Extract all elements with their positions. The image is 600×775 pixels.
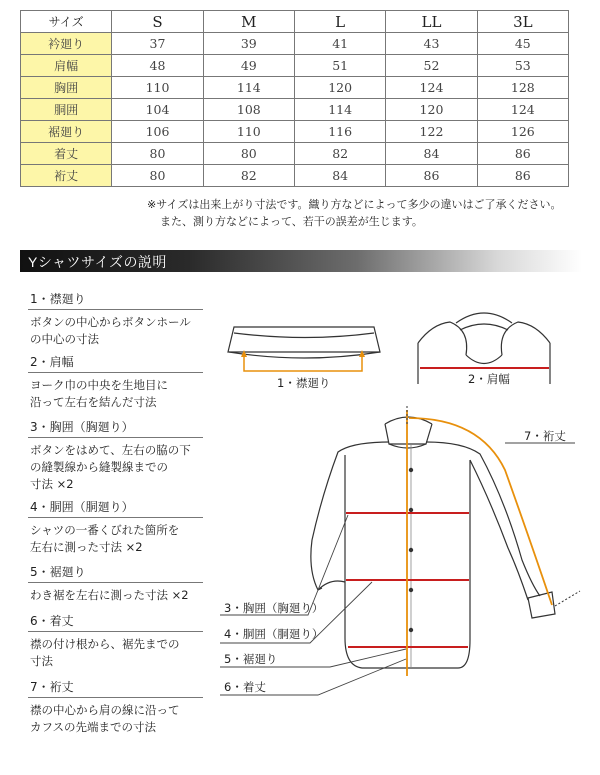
table-cell: 53	[477, 55, 568, 77]
table-cell: 106	[112, 121, 203, 143]
table-cell: 45	[477, 33, 568, 55]
table-cell: 51	[294, 55, 385, 77]
table-cell: 124	[477, 99, 568, 121]
row-label: 裄丈	[21, 165, 112, 187]
error-note: また、測り方などによって、若干の誤差が生じます。	[160, 215, 423, 228]
shoulder-label: 2・肩幅	[468, 372, 510, 386]
definition-heading: 3・胸囲（胸廻り）	[28, 418, 203, 438]
table-cell: 52	[386, 55, 477, 77]
row-label: 衿廻り	[21, 33, 112, 55]
definition-heading: 6・着丈	[28, 612, 203, 632]
definition-line: の中心の寸法	[30, 332, 99, 346]
table-cell: 120	[386, 99, 477, 121]
hem-label: 5・裾廻り	[224, 652, 278, 666]
definition-line: シャツの一番くびれた箇所を	[30, 523, 180, 537]
table-cell: 82	[294, 143, 385, 165]
row-label: 胴囲	[21, 99, 112, 121]
table-cell: 43	[386, 33, 477, 55]
table-cell: 41	[294, 33, 385, 55]
size-note: ※サイズは出来上がり寸法です。織り方などによって多少の違いはご了承ください。	[147, 198, 562, 211]
definition-line: わき裾を左右に測った寸法 ×2	[30, 588, 189, 602]
collar-label: 1・襟廻り	[277, 376, 331, 390]
collar-measure	[241, 350, 365, 371]
table-cell: 128	[477, 77, 568, 99]
table-cell: 110	[112, 77, 203, 99]
table-cell: 110	[203, 121, 294, 143]
definition-line: 襟の中心から肩の線に沿って	[30, 703, 180, 717]
header-cell-3l: 3L	[477, 11, 568, 33]
definition-line: ボタンの中心からボタンホール	[30, 315, 191, 329]
definition-line: 寸法 ×2	[30, 477, 74, 491]
row-label: 着丈	[21, 143, 112, 165]
definition-line: 襟の付け根から、裾先までの	[30, 637, 180, 651]
row-label: 肩幅	[21, 55, 112, 77]
header-cell-l: L	[294, 11, 385, 33]
table-cell: 80	[203, 143, 294, 165]
row-label: 裾廻り	[21, 121, 112, 143]
header-cell-m: M	[203, 11, 294, 33]
table-cell: 86	[386, 165, 477, 187]
section-title: Yシャツサイズの説明	[28, 254, 167, 270]
chest-label: 3・胸囲（胸廻り）	[224, 601, 324, 615]
definition-heading: 1・襟廻り	[28, 290, 203, 310]
definition-heading: 5・裾廻り	[28, 563, 203, 583]
definition-line: カフスの先端までの寸法	[30, 720, 157, 734]
table-cell: 80	[112, 143, 203, 165]
definition-line: ボタンをはめて、左右の脇の下	[30, 443, 191, 457]
table-cell: 48	[112, 55, 203, 77]
table-cell: 126	[477, 121, 568, 143]
table-cell: 82	[203, 165, 294, 187]
header-cell-size: サイズ	[21, 11, 112, 33]
table-cell: 104	[112, 99, 203, 121]
table-cell: 86	[477, 143, 568, 165]
table-cell: 84	[386, 143, 477, 165]
row-label: 胸囲	[21, 77, 112, 99]
length-label: 6・着丈	[224, 680, 266, 694]
table-cell: 122	[386, 121, 477, 143]
table-cell: 114	[203, 77, 294, 99]
table-cell: 80	[112, 165, 203, 187]
table-cell: 86	[477, 165, 568, 187]
definition-line: 左右に測った寸法 ×2	[30, 540, 143, 554]
collar-illustration	[228, 327, 380, 358]
table-cell: 39	[203, 33, 294, 55]
definition-line: の縫製線から縫製線までの	[30, 460, 168, 474]
definition-heading: 4・胴囲（胴廻り）	[28, 498, 203, 518]
table-cell: 120	[294, 77, 385, 99]
table-cell: 116	[294, 121, 385, 143]
definition-line: 寸法	[30, 654, 53, 668]
sleeve-dashed-end	[555, 591, 580, 606]
shirt-illustration	[311, 417, 555, 668]
definition-heading: 7・裄丈	[28, 678, 203, 698]
definition-heading: 2・肩幅	[28, 353, 203, 373]
table-cell: 114	[294, 99, 385, 121]
sleeve-measure-line	[409, 418, 552, 605]
table-cell: 37	[112, 33, 203, 55]
table-cell: 49	[203, 55, 294, 77]
waist-label: 4・胴囲（胴廻り）	[224, 627, 324, 641]
table-cell: 124	[386, 77, 477, 99]
table-cell: 108	[203, 99, 294, 121]
definition-line: 沿って左右を結んだ寸法	[30, 395, 157, 409]
header-cell-ll: LL	[386, 11, 477, 33]
sleeve-label: 7・裄丈	[524, 429, 566, 443]
table-cell: 84	[294, 165, 385, 187]
definition-line: ヨーク巾の中央を生地目に	[30, 378, 168, 392]
header-cell-s: S	[112, 11, 203, 33]
